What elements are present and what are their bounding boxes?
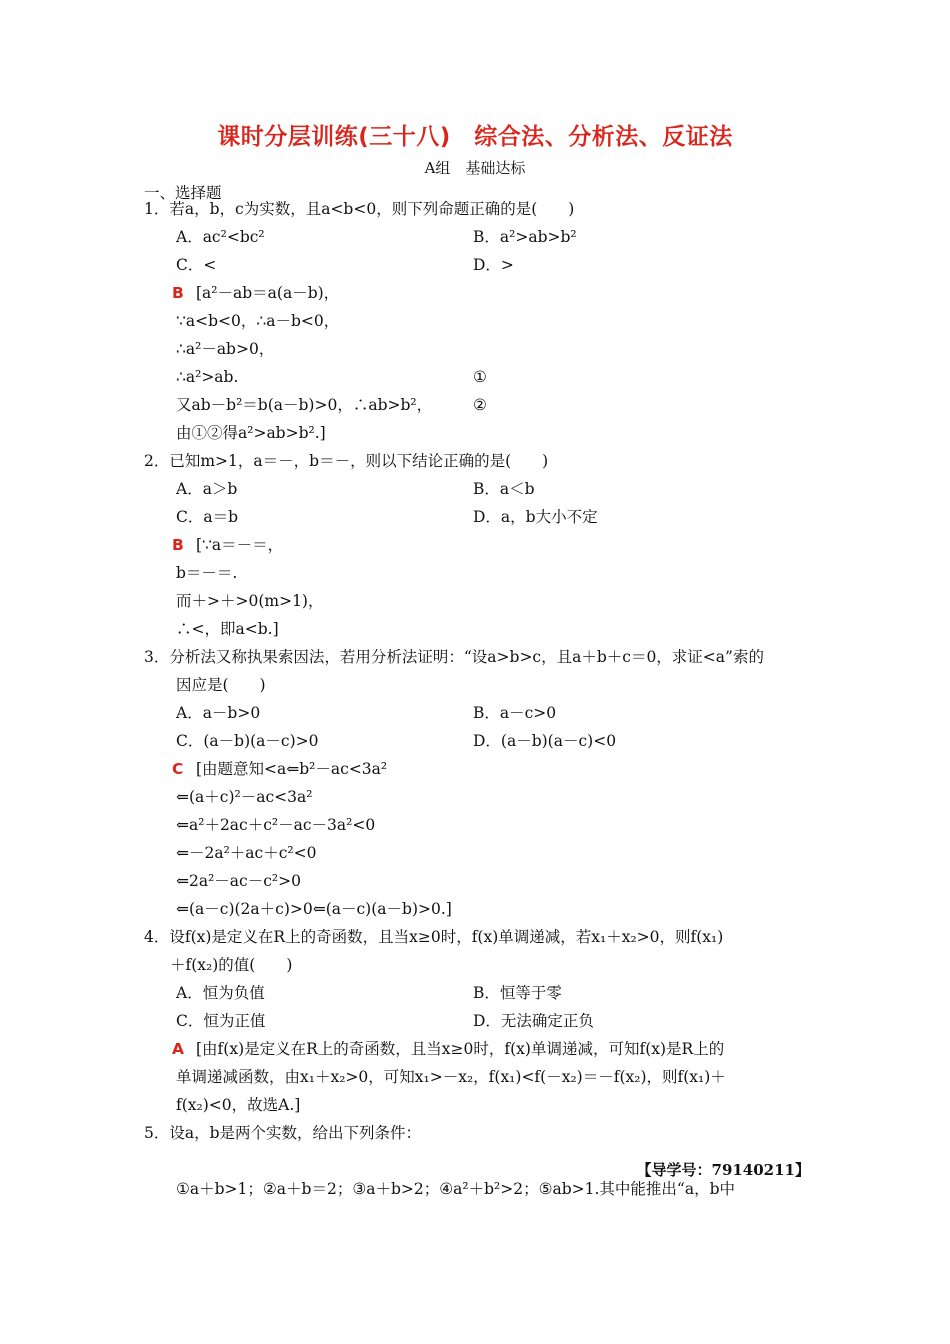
- text-line: A．a－b>0: [176, 704, 261, 722]
- text-line: ⇐2a²－ac－c²>0: [176, 872, 301, 890]
- text-line: ∴a²－ab>0，: [176, 340, 275, 358]
- text-line: D．>: [473, 256, 514, 274]
- text-line: A．a＞b: [176, 480, 238, 498]
- guide-number: 【导学号：79140211】: [636, 1161, 810, 1179]
- text-line: [由f(x)是定义在R上的奇函数，且当x≥0时，f(x)单调递减，可知f(x)是R上的: [196, 1040, 725, 1058]
- answer-letter: C: [172, 760, 184, 778]
- text-line: 1．若a，b，c为实数，且a<b<0，则下列命题正确的是( ): [144, 200, 575, 218]
- text-line: C．(a－b)(a－c)>0: [176, 732, 319, 750]
- text-line: B．a＜b: [473, 480, 535, 498]
- text-line: ①a＋b>1；②a＋b＝2；③a＋b>2；④a²＋b²>2；⑤ab>1.其中能推出“a，b中: [176, 1180, 735, 1198]
- page-subtitle: A组 基础达标: [424, 159, 526, 177]
- text-line: D．无法确定正负: [473, 1012, 594, 1030]
- text-line: ⇐(a＋c)²－ac<3a²: [176, 788, 313, 806]
- text-line: B．a²>ab>b²: [473, 228, 577, 246]
- text-line: B．恒等于零: [473, 984, 562, 1002]
- text-line: 2．已知m>1，a＝－，b＝－，则以下结论正确的是( ): [144, 452, 549, 470]
- text-line: ①: [473, 368, 487, 386]
- text-line: C．a＝b: [176, 508, 239, 526]
- text-line: A．ac²<bc²: [176, 228, 265, 246]
- text-line: 因应是( ): [176, 676, 266, 694]
- text-line: D．(a－b)(a－c)<0: [473, 732, 617, 750]
- text-line: ⇐(a－c)(2a＋c)>0⇐(a－c)(a－b)>0.]: [176, 900, 452, 918]
- text-line: 又ab－b²＝b(a－b)>0，∴ab>b²，: [176, 396, 433, 414]
- answer-letter: B: [172, 536, 184, 554]
- text-line: C．<: [176, 256, 217, 274]
- page-title: 课时分层训练(三十八) 综合法、分析法、反证法: [217, 124, 733, 150]
- answer-letter: A: [172, 1040, 184, 1058]
- text-line: ∵a<b<0，∴a－b<0，: [176, 312, 340, 330]
- text-line: f(x₂)<0，故选A.]: [176, 1096, 301, 1114]
- section-heading: 一、选择题: [144, 184, 222, 202]
- text-line: D．a，b大小不定: [473, 508, 598, 526]
- text-line: C．恒为正值: [176, 1012, 266, 1030]
- text-line: ∴a²>ab.: [176, 368, 239, 386]
- text-line: B．a－c>0: [473, 704, 557, 722]
- text-line: 由①②得a²>ab>b².]: [176, 424, 326, 442]
- text-line: b＝－＝.: [176, 564, 238, 582]
- answer-letter: B: [172, 284, 184, 302]
- text-line: 4．设f(x)是定义在R上的奇函数，且当x≥0时，f(x)单调递减，若x₁＋x₂>0，则f(x₁): [144, 928, 724, 946]
- text-line: [a²－ab＝a(a－b)，: [196, 284, 340, 302]
- text-line: [由题意知<a⇐b²－ac<3a²: [196, 760, 388, 778]
- text-line: ②: [473, 396, 487, 414]
- text-line: 3．分析法又称执果索因法，若用分析法证明：“设a>b>c，且a＋b＋c＝0，求证<a”索的: [144, 648, 764, 666]
- text-line: A．恒为负值: [176, 984, 265, 1002]
- text-line: ＋f(x₂)的值( ): [170, 956, 293, 974]
- text-line: ⇐－2a²＋ac＋c²<0: [176, 844, 317, 862]
- text-line: ⇐a²＋2ac＋c²－ac－3a²<0: [176, 816, 376, 834]
- text-line: 5．设a，b是两个实数，给出下列条件：: [144, 1124, 422, 1142]
- text-line: [∵a＝－＝，: [196, 536, 284, 554]
- text-line: 单调递减函数，由x₁＋x₂>0，可知x₁>－x₂，f(x₁)<f(－x₂)＝－f(x₂)，则f(x₁)＋: [176, 1068, 726, 1086]
- text-line: ∴<，即a<b.]: [176, 620, 279, 638]
- text-line: 而＋>＋>0(m>1)，: [176, 592, 324, 610]
